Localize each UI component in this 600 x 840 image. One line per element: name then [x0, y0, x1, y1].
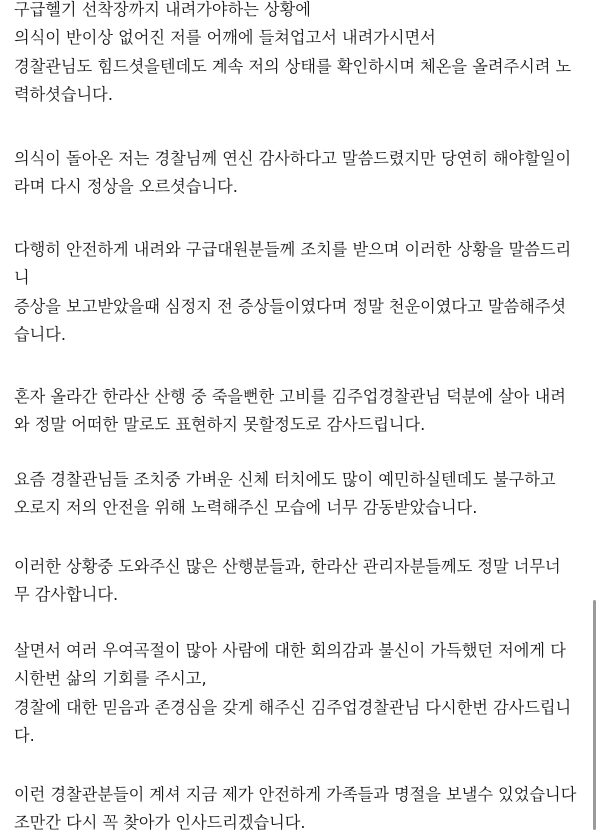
- text-line: 다.: [14, 726, 35, 746]
- text-line: 의식이 돌아온 저는 경찰님께 연신 감사하다고 말씀드렸지만 당연히 해야할일이: [14, 149, 572, 168]
- paragraph: [14, 466, 588, 523]
- text-line: 라며 다시 정상을 오르셧습니다.: [14, 177, 238, 197]
- text-line: 살면서 여러 우여곡절이 많아 사람에 대한 회의감과 불신이 가득했던 저에게 다: [14, 641, 566, 660]
- text-line: 시한번 삶의 기회를 주시고,: [14, 669, 207, 689]
- paragraph: [14, 781, 588, 838]
- text-line: 경찰에 대한 믿음과 존경심을 갖게 해주신 김주업경찰관님 다시한번 감사드립니: [14, 697, 572, 717]
- text-line: 조만간 다시 꼭 찾아가 인사드리겠습니다.: [14, 813, 306, 833]
- text-line: 이런 경찰관분들이 계셔 지금 제가 안전하게 가족들과 명절을 보낼수 있었습니다: [14, 785, 577, 804]
- text-line: 력하셧습니다.: [14, 85, 113, 105]
- text-line: 의식이 반이상 없어진 저를 어깨에 들쳐업고서 내려가시면서: [14, 28, 436, 48]
- paragraph: [14, 236, 588, 350]
- text-line: 오로지 저의 안전을 위해 노력해주신 모습에 너무 감동받았습니다.: [14, 498, 478, 518]
- paragraph: [14, 637, 588, 751]
- paragraph: [14, 383, 588, 440]
- text-line: 니: [14, 268, 30, 288]
- text-line: 와 정말 어떠한 말로도 표현하지 못할정도로 감사드립니다.: [14, 415, 426, 435]
- text-line: 경찰관님도 힘드셧을텐데도 계속 저의 상태를 확인하시며 체온을 올려주시려 노: [14, 56, 572, 76]
- text-line: 무 감사합니다.: [14, 585, 119, 605]
- text-line: 증상을 보고받았을때 심정지 전 증상들이였다며 정말 천운이였다고 말씀해주셧: [14, 296, 567, 316]
- text-line: 요즘 경찰관님들 조치중 가벼운 신체 터치에도 많이 예민하실텐데도 불구하고: [14, 470, 556, 489]
- paragraph: [14, 553, 588, 610]
- text-line: 다행히 안전하게 내려와 구급대원분들께 조치를 받으며 이러한 상황을 말씀드리: [14, 240, 572, 259]
- paragraph: [14, 0, 588, 110]
- scrollbar-thumb[interactable]: [593, 600, 596, 830]
- text-line: 혼자 올라간 한라산 산행 중 죽을뻔한 고비를 김주업경찰관님 덕분에 살아 내려: [14, 387, 566, 406]
- text-line: 이러한 상황중 도와주신 많은 산행분들과, 한라산 관리자분들께도 정말 너무너: [14, 557, 561, 576]
- paragraph: [14, 145, 588, 202]
- text-line: 구급헬기 선착장까지 내려가야하는 상황에: [14, 0, 311, 19]
- text-line: 습니다.: [14, 325, 67, 345]
